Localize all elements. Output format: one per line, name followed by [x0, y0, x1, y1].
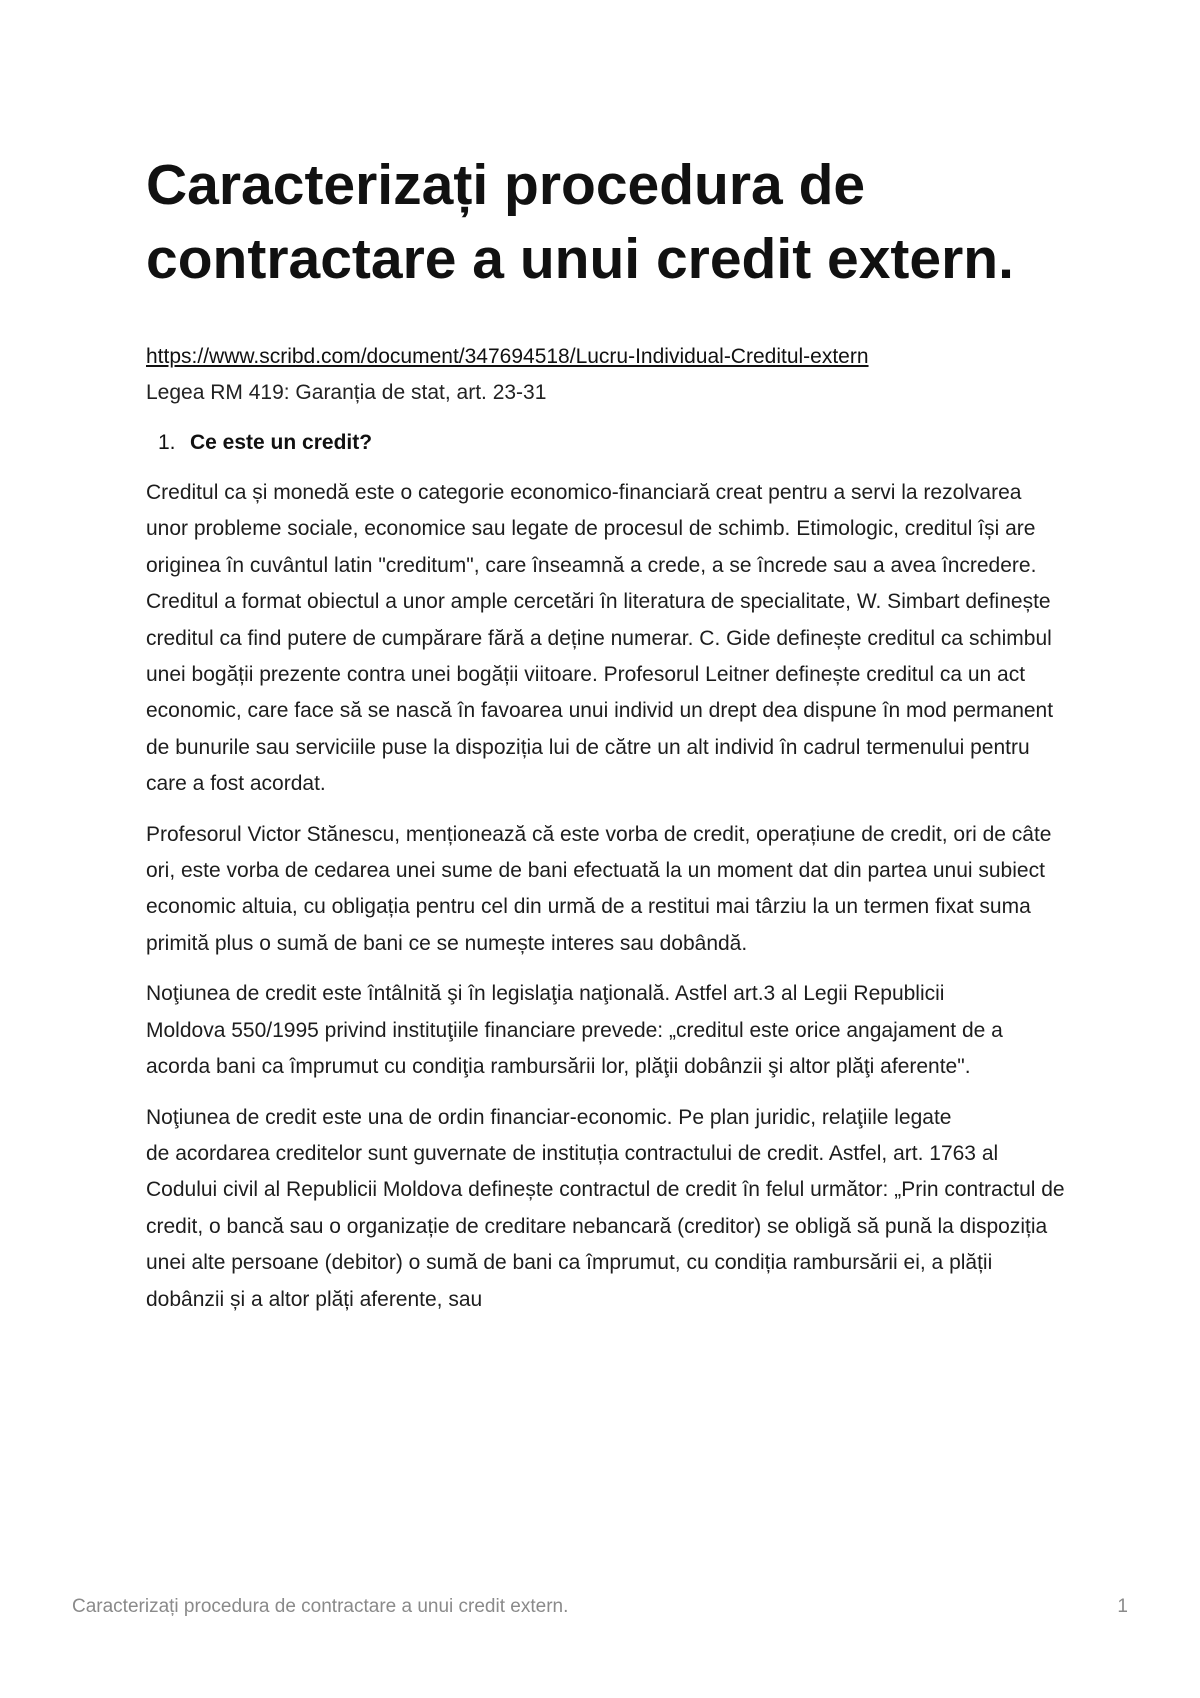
paragraph-national-law: Noţiunea de credit este întâlnită şi în legislaţia naţională. Astfel art.3 al Legii Republicii Moldova 550/1995 privind instituţiile financiare prevede: „creditul este orice angajament de a acorda bani ca împrumut cu condiţia rambursării lor, plăţii dobânzii şi altor plăţi aferente". — [146, 982, 1003, 1079]
footer-page-number: 1 — [1117, 1596, 1128, 1617]
paragraph-civil-code: Noţiunea de credit este una de ordin financiar-economic. Pe plan juridic, relaţiile legate de acordarea creditelor sunt guvernate de instituția contractului de credit. Astfel, art. 1763 al Codului civil al Republicii Moldova definește contractul de credit în felul următor: „Prin contractul de credit, o bancă sau o organizație de creditare nebancară (creditor) se obligă să pună la dispoziția unei alte persoane (debitor) o sumă de bani ca împrumut, cu condiția rambursării ei, a plății dobânzii și a altor plăți aferente, sau — [146, 1105, 1065, 1311]
question-number: 1. — [158, 431, 176, 454]
paragraph-stanescu: Profesorul Victor Stănescu, menționează că este vorba de credit, operațiune de credit, ori de câte ori, este vorba de cedarea unei sume de bani efectuată la un moment dat din partea unui subiect economic altuia, cu obligația pentru cel din urmă de a restitui mai târziu la un termen fixat suma primită plus o sumă de bani ce se numește interes sau dobândă. — [146, 822, 1052, 955]
question-item — [146, 425, 1066, 461]
reference-block — [146, 339, 1066, 411]
body-text — [146, 475, 1066, 1318]
document-title: Caracterizați procedura de contractare a unui credit extern. — [146, 153, 1014, 291]
paragraph-credit-definition: Creditul ca și monedă este o categorie economico-financiară creat pentru a servi la rezolvarea unor probleme sociale, economice sau legate de procesul de schimb. Etimologic, creditul își are originea în cuvântul latin "creditum", care înseamnă a crede, a se încrede sau a avea încredere. Creditul a format obiectul a unor ample cercetări în literatura de specialitate, W. Simbart definește creditul ca find putere de cumpărare fără a deține numerar. C. Gide definește creditul ca schimbul unei bogății prezente contra unei bogății viitoare. Profesorul Leitner definește creditul ca un act economic, care face să se nască în favoarea unui individ un drept dea dispune în mod permanent de bunurile sau serviciile puse la dispoziția lui de către un alt individ în cadrul termenului pentru care a fost acordat. — [146, 481, 1054, 796]
question-text: Ce este un credit? — [190, 431, 373, 454]
source-link[interactable]: https://www.scribd.com/document/347694518/Lucru-Individual-Creditul-extern — [146, 345, 869, 368]
footer-running-title: Caracterizați procedura de contractare a unui credit extern. — [72, 1596, 569, 1617]
law-reference: Legea RM 419: Garanția de stat, art. 23-31 — [146, 381, 547, 404]
question-list — [146, 425, 1066, 461]
page-footer — [72, 1596, 1128, 1618]
page-content — [146, 148, 1066, 1332]
